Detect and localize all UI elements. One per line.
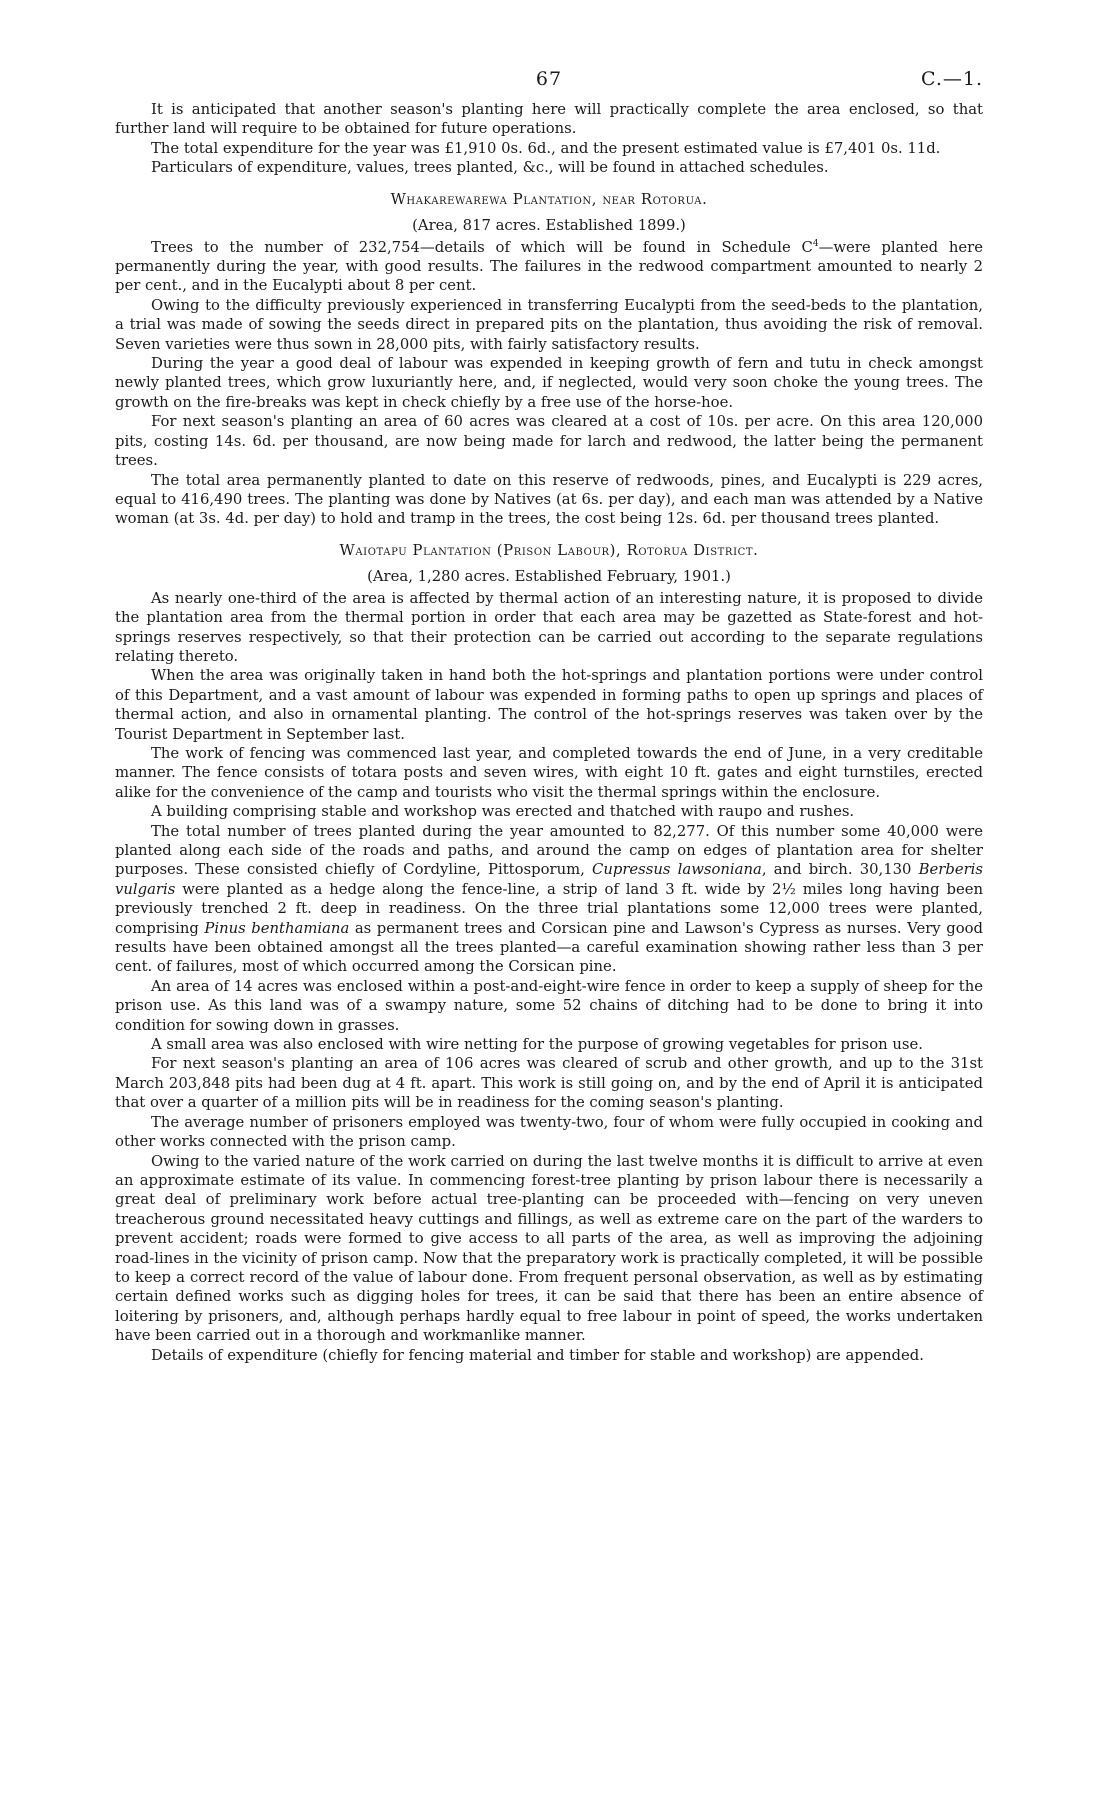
paragraph: As nearly one-third of the area is affected by thermal action of an interesting nature, it is proposed to divide the plantation area from the thermal portion in order that each area may be gazetted as State-forest and hot-springs reserves respectively, so that their protection can be carried out according to the separate regulations relating thereto. (115, 589, 983, 665)
paragraph (115, 238, 983, 296)
paragraph: Owing to the varied nature of the work carried on during the last twelve months it is difficult to arrive at even an approximate estimate of its value. In commencing forest-tree planting by prison labour there is necessarily a great deal of preliminary work before actual tree-planting can be proceeded with—fencing on very uneven treacherous ground necessitated heavy cuttings and fillings, as well as extreme care on the part of the warders to prevent accident; roads were formed to give access to all parts of the area, as well as improving the adjoining road-lines in the vicinity of prison camp. Now that the preparatory work is practically completed, it will be possible to keep a correct record of the value of labour done. From frequent personal observation, as well as by estimating certain defined works such as digging holes for trees, it can be said that there has been an entire absence of loitering by prisoners, and, although perhaps hardly equal to free labour in point of speed, the works undertaken have been carried out in a thorough and workmanlike manner. (115, 1152, 983, 1345)
paragraph: A building comprising stable and workshop was erected and thatched with raupo and rushes. (151, 803, 855, 821)
paragraph: Details of expenditure (chiefly for fencing material and timber for stable and workshop) are appended. (151, 1346, 924, 1364)
waiotapu-section (115, 541, 983, 1365)
paragraph (115, 822, 983, 977)
paragraph: Owing to the difficulty previously experienced in transferring Eucalypti from the seed-beds to the plantation, a trial was made of sowing the seeds direct in prepared pits on the plantation, thus avoiding the risk of removal. Seven varieties were thus sown in 28,000 pits, with fairly satisfactory results. (115, 296, 983, 353)
paragraph: The average number of prisoners employed was twenty-two, four of whom were fully occupied in cooking and other works connected with the prison camp. (115, 1113, 983, 1151)
paragraph: The work of fencing was commenced last year, and completed towards the end of June, in a very creditable manner. The fence consists of totara posts and seven wires, with eight 10 ft. gates and eight turnstiles, erected alike for the convenience of the camp and tourists who visit the thermal springs within the enclosure. (115, 744, 983, 801)
page-header (115, 60, 983, 100)
text-run: , and birch. 30,130 (761, 861, 919, 879)
paragraph: The total expenditure for the year was £1,910 0s. 6d., and the present estimated value is £7,401 0s. 11d. (151, 139, 941, 157)
section-subheading: (Area, 1,280 acres. Established February, 1901.) (367, 567, 731, 585)
intro-section (115, 100, 983, 178)
page-number: 67 (535, 68, 563, 90)
paragraph: The total area permanently planted to date on this reserve of redwoods, pines, and Eucalypti is 229 acres, equal to 416,490 trees. The planting was done by Natives (at 6s. per day), and each man was attended by a Native woman (at 3s. 4d. per day) to hold and tramp in the trees, the cost being 12s. 6d. per thousand trees planted. (115, 471, 983, 528)
section-heading: Whakarewarewa Plantation, near Rotorua. (390, 190, 708, 208)
species-name: Cupressus lawsoniana (592, 861, 762, 879)
text-run: as permanent trees and Corsican pine and Lawson's Cypress as nurses. Very good results have been obtained amongst all the trees planted—a careful examination showing rather less than 3 per cent. of failures, most of which occurred among the Corsican pine. (115, 919, 983, 976)
whakarewarewa-section (115, 190, 983, 529)
section-subheading: (Area, 817 acres. Established 1899.) (412, 216, 686, 234)
text-run: were planted as a hedge along the fence-line, a strip of land 3 ft. wide by 2½ miles long having been previously trenched 2 ft. deep in readiness. On the three trial plantations some 12,000 trees were planted, comprising (115, 880, 983, 937)
paragraph: It is anticipated that another season's planting here will practically complete the area enclosed, so that further land will require to be obtained for future operations. (115, 101, 983, 138)
section-heading: Waiotapu Plantation (Prison Labour), Rotorua District. (339, 541, 759, 559)
paragraph: Particulars of expenditure, values, trees planted, &c., will be found in attached schedules. (151, 159, 829, 177)
document-page (115, 60, 983, 1365)
text-run: —were planted here permanently during the year, with good results. The failures in the redwood compartment amounted to nearly 2 per cent., and in the Eucalypti about 8 per cent. (115, 238, 983, 295)
paragraph: During the year a good deal of labour was expended in keeping growth of fern and tutu in check amongst newly planted trees, which grow luxuriantly here, and, if neglected, would very soon choke the young trees. The growth on the fire-breaks was kept in check chiefly by a free use of the horse-hoe. (115, 355, 983, 411)
schedule-superscript: 4 (812, 238, 819, 249)
paragraph: For next season's planting an area of 106 acres was cleared of scrub and other growth, and up to the 31st March 203,848 pits had been dug at 4 ft. apart. This work is still going on, and by the end of April it is anticipated that over a quarter of a million pits will be in readiness for the coming season's planting. (115, 1055, 983, 1112)
paragraph: An area of 14 acres was enclosed within a post-and-eight-wire fence in order to keep a supply of sheep for the prison use. As this land was of a swampy nature, some 52 chains of ditching had to be done to bring it into condition for sowing down in grasses. (115, 977, 983, 1034)
species-name: Pinus benthamiana (204, 919, 350, 937)
paragraph: A small area was also enclosed with wire netting for the purpose of growing vegetables for prison use. (151, 1036, 923, 1054)
document-reference: C.—1. (920, 68, 983, 90)
text-run: The total number of trees planted during the year amounted to 82,277. Of this number some 40,000 were planted along each side of the roads and paths, and around the camp on edges of plantation area for shelter purposes. These consisted chiefly of Cordyline, Pittosporum, (115, 822, 983, 879)
text-run: Trees to the number of 232,754—details of which will be found in Schedule C (151, 238, 813, 256)
species-name: Berberis vulgaris (115, 861, 983, 898)
paragraph: When the area was originally taken in hand both the hot-springs and plantation portions were under control of this Department, and a vast amount of labour was expended in forming paths to open up springs and places of thermal action, and also in ornamental planting. The control of the hot-springs reserves was taken over by the Tourist Department in September last. (115, 667, 983, 743)
paragraph: For next season's planting an area of 60 acres was cleared at a cost of 10s. per acre. On this area 120,000 pits, costing 14s. 6d. per thousand, are now being made for larch and redwood, the latter being the permanent trees. (115, 413, 983, 470)
